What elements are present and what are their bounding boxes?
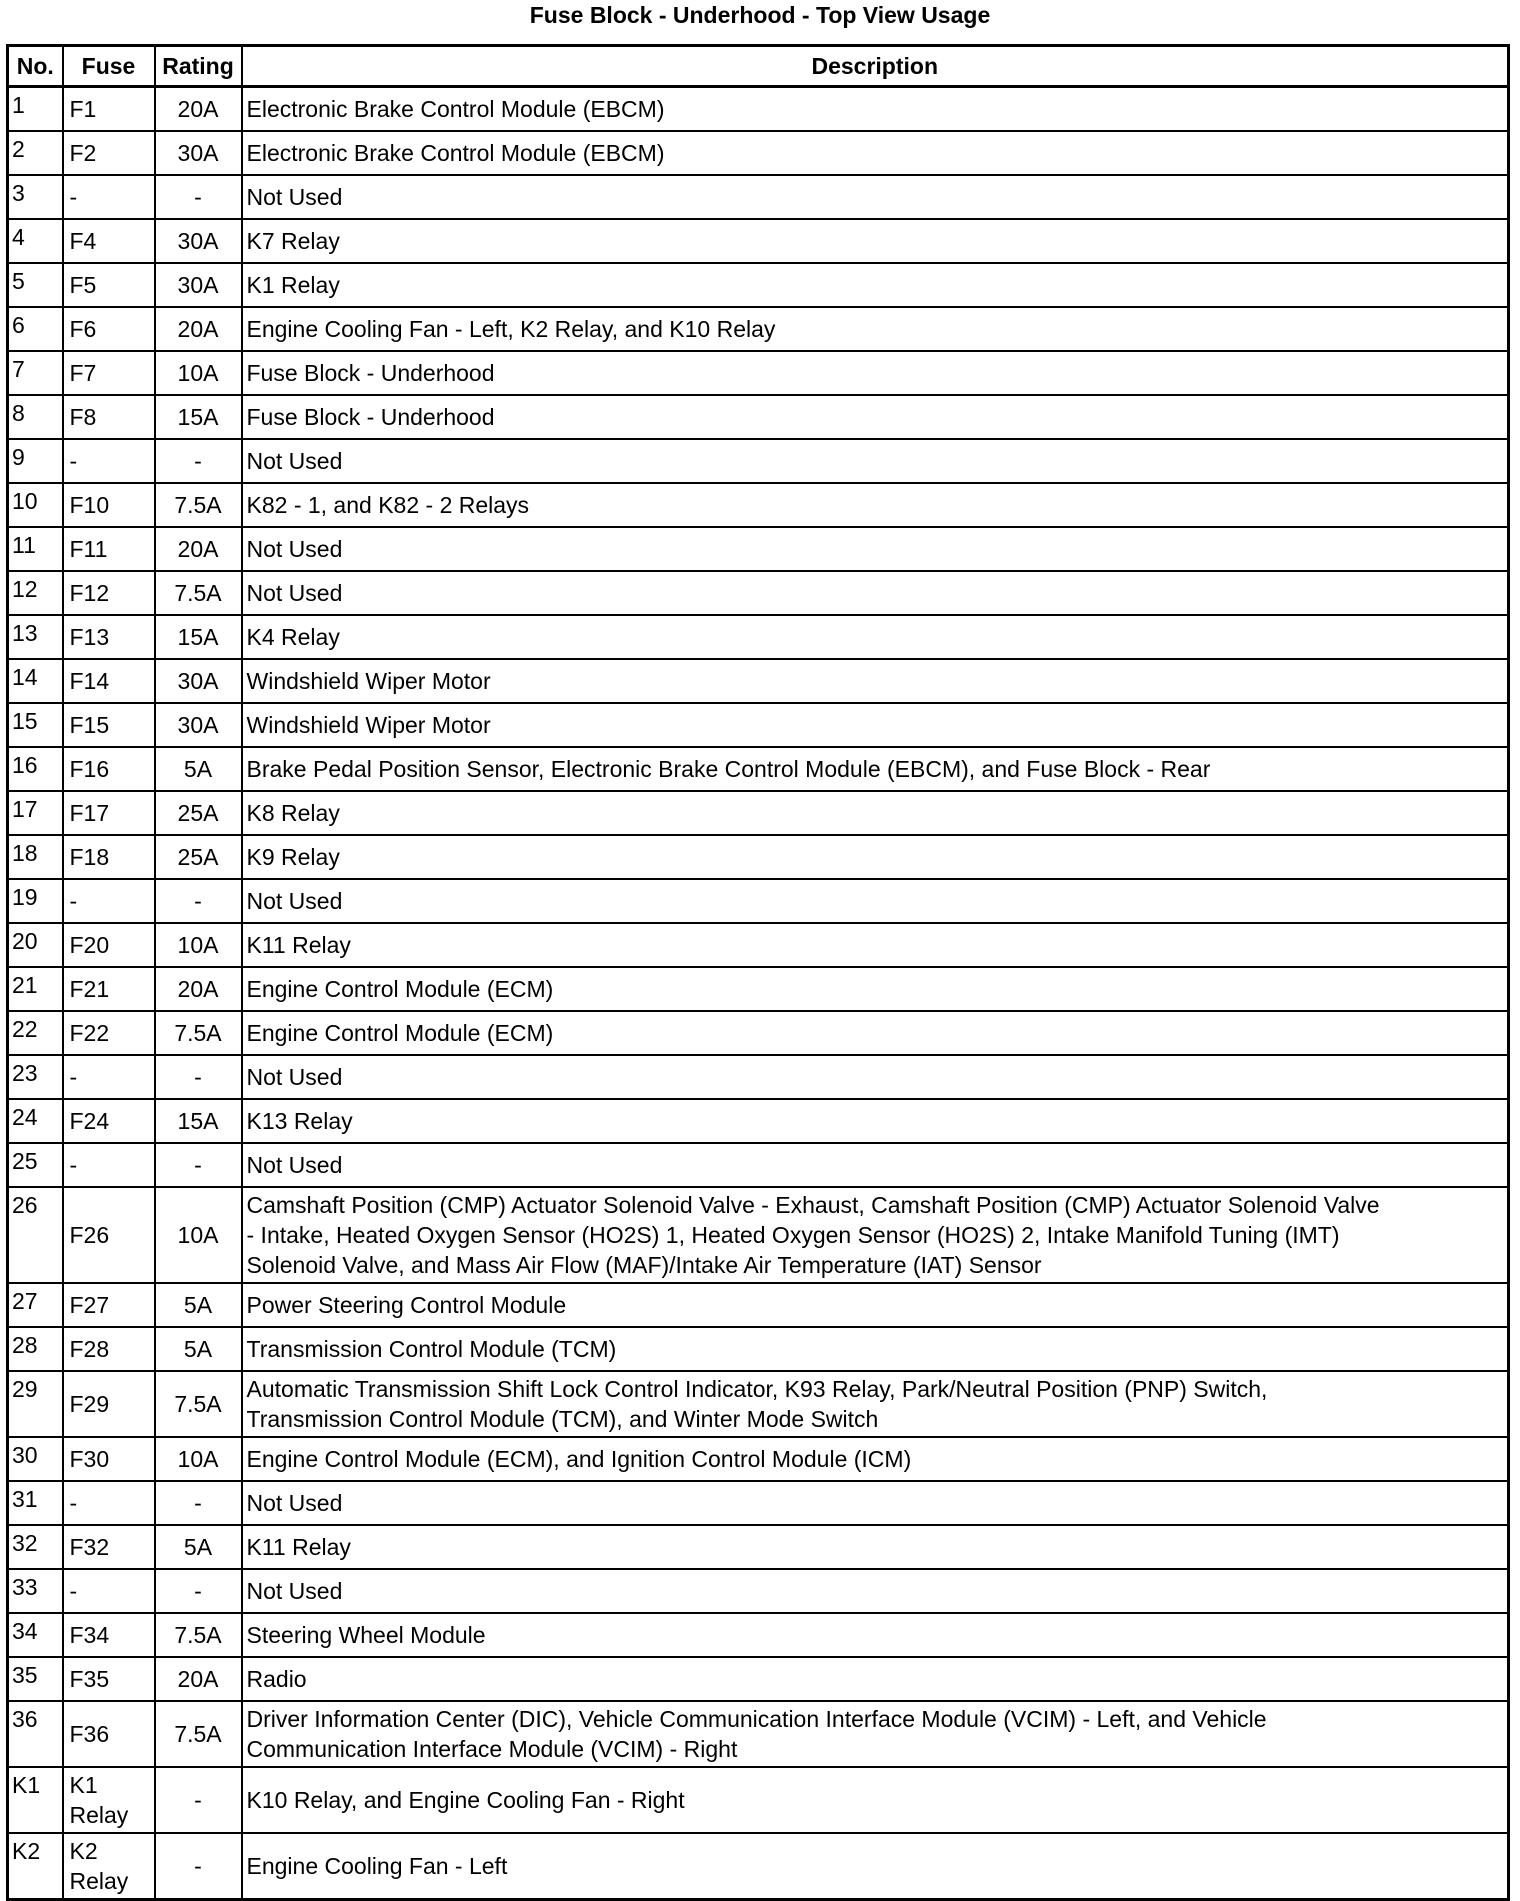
table-row (8, 923, 1509, 967)
cell-rating: 10A (155, 1437, 242, 1481)
cell-rating: 20A (155, 307, 242, 351)
table-row (8, 351, 1509, 395)
table-row (8, 1143, 1509, 1187)
cell-no: 18 (8, 835, 63, 879)
cell-description: Radio (242, 1657, 1509, 1701)
cell-rating: 20A (155, 87, 242, 132)
table-row (8, 1525, 1509, 1569)
cell-no: 36 (8, 1701, 63, 1767)
table-row (8, 1327, 1509, 1371)
cell-description: Windshield Wiper Motor (242, 659, 1509, 703)
table-row (8, 175, 1509, 219)
cell-no: 30 (8, 1437, 63, 1481)
cell-no: 22 (8, 1011, 63, 1055)
cell-fuse: F26 (63, 1187, 155, 1283)
cell-fuse: F36 (63, 1701, 155, 1767)
cell-description: K8 Relay (242, 791, 1509, 835)
cell-description: Electronic Brake Control Module (EBCM) (242, 87, 1509, 132)
table-row (8, 571, 1509, 615)
cell-description: Windshield Wiper Motor (242, 703, 1509, 747)
cell-rating: - (155, 1833, 242, 1900)
cell-no: 26 (8, 1187, 63, 1283)
table-row (8, 703, 1509, 747)
table-row (8, 219, 1509, 263)
cell-no: 5 (8, 263, 63, 307)
table-row (8, 835, 1509, 879)
cell-fuse: - (63, 439, 155, 483)
cell-description: Engine Cooling Fan - Left, K2 Relay, and K10 Relay (242, 307, 1509, 351)
table-row (8, 483, 1509, 527)
cell-no: 11 (8, 527, 63, 571)
table-row (8, 1657, 1509, 1701)
cell-description: Transmission Control Module (TCM) (242, 1327, 1509, 1371)
cell-no: 14 (8, 659, 63, 703)
cell-fuse: F14 (63, 659, 155, 703)
cell-fuse: F21 (63, 967, 155, 1011)
cell-fuse: F22 (63, 1011, 155, 1055)
table-row (8, 1283, 1509, 1327)
cell-rating: 25A (155, 835, 242, 879)
table-row (8, 1187, 1509, 1283)
header-row (8, 46, 1509, 87)
cell-no: 2 (8, 131, 63, 175)
cell-no: 31 (8, 1481, 63, 1525)
cell-fuse: F8 (63, 395, 155, 439)
cell-fuse: F13 (63, 615, 155, 659)
cell-no: 13 (8, 615, 63, 659)
cell-no: 4 (8, 219, 63, 263)
cell-rating: - (155, 1569, 242, 1613)
cell-description: Not Used (242, 1481, 1509, 1525)
cell-description: K11 Relay (242, 923, 1509, 967)
column-header-no: No. (8, 46, 63, 87)
column-header-fuse: Fuse (63, 46, 155, 87)
table-row (8, 791, 1509, 835)
cell-no: 25 (8, 1143, 63, 1187)
cell-no: 27 (8, 1283, 63, 1327)
cell-fuse: F11 (63, 527, 155, 571)
cell-rating: - (155, 1143, 242, 1187)
cell-fuse: F28 (63, 1327, 155, 1371)
cell-fuse: F4 (63, 219, 155, 263)
cell-no: 19 (8, 879, 63, 923)
cell-fuse: F1 (63, 87, 155, 132)
cell-rating: 10A (155, 923, 242, 967)
cell-fuse: - (63, 1143, 155, 1187)
cell-rating: 30A (155, 703, 242, 747)
cell-no: 33 (8, 1569, 63, 1613)
cell-fuse: F34 (63, 1613, 155, 1657)
cell-rating: - (155, 175, 242, 219)
cell-no: 34 (8, 1613, 63, 1657)
cell-rating: - (155, 1055, 242, 1099)
cell-no: 29 (8, 1371, 63, 1437)
cell-fuse: F10 (63, 483, 155, 527)
cell-rating: 30A (155, 659, 242, 703)
cell-rating: 20A (155, 527, 242, 571)
column-header-description: Description (242, 46, 1509, 87)
cell-fuse: F17 (63, 791, 155, 835)
cell-rating: 30A (155, 263, 242, 307)
column-header-rating: Rating (155, 46, 242, 87)
cell-description: Not Used (242, 879, 1509, 923)
cell-description: Camshaft Position (CMP) Actuator Solenoid Valve - Exhaust, Camshaft Position (CMP) Actuator Solenoid Valve - Intake, Heated Oxygen Sensor (HO2S) 1, Heated Oxygen Sensor (HO2S) 2, Intake Manifold Tuning (IMT) Solenoid Valve, and Mass Air Flow (MAF)/Intake Air Temperature (IAT) Sensor (242, 1187, 1509, 1283)
cell-description: Automatic Transmission Shift Lock Control Indicator, K93 Relay, Park/Neutral Position (PNP) Switch, Transmission Control Module (TCM), and Winter Mode Switch (242, 1371, 1509, 1437)
cell-no: 6 (8, 307, 63, 351)
table-row (8, 395, 1509, 439)
table-row (8, 1833, 1509, 1900)
cell-rating: 15A (155, 395, 242, 439)
cell-no: 35 (8, 1657, 63, 1701)
cell-fuse: F16 (63, 747, 155, 791)
table-row (8, 967, 1509, 1011)
cell-no: 20 (8, 923, 63, 967)
table-row (8, 439, 1509, 483)
cell-no: 23 (8, 1055, 63, 1099)
cell-rating: 20A (155, 1657, 242, 1701)
cell-description: K9 Relay (242, 835, 1509, 879)
cell-description: K4 Relay (242, 615, 1509, 659)
table-row (8, 307, 1509, 351)
cell-rating: 25A (155, 791, 242, 835)
cell-rating: 30A (155, 219, 242, 263)
cell-description: K11 Relay (242, 1525, 1509, 1569)
table-row (8, 659, 1509, 703)
table-row (8, 263, 1509, 307)
cell-rating: 10A (155, 351, 242, 395)
cell-fuse: F18 (63, 835, 155, 879)
cell-rating: 7.5A (155, 1701, 242, 1767)
cell-rating: 15A (155, 615, 242, 659)
cell-rating: 5A (155, 1327, 242, 1371)
table-row (8, 1437, 1509, 1481)
cell-rating: 7.5A (155, 1371, 242, 1437)
cell-fuse: - (63, 879, 155, 923)
cell-description: K7 Relay (242, 219, 1509, 263)
cell-no: 9 (8, 439, 63, 483)
cell-fuse: - (63, 175, 155, 219)
table-row (8, 87, 1509, 132)
cell-description: Engine Control Module (ECM), and Ignition Control Module (ICM) (242, 1437, 1509, 1481)
cell-fuse: F7 (63, 351, 155, 395)
cell-description: Not Used (242, 1143, 1509, 1187)
cell-no: 10 (8, 483, 63, 527)
table-title: Fuse Block - Underhood - Top View Usage (529, 2, 991, 28)
cell-no: 32 (8, 1525, 63, 1569)
cell-description: Not Used (242, 1055, 1509, 1099)
cell-fuse: K1 Relay (63, 1767, 155, 1833)
cell-rating: 7.5A (155, 1613, 242, 1657)
cell-description: K13 Relay (242, 1099, 1509, 1143)
cell-fuse: F2 (63, 131, 155, 175)
cell-rating: 5A (155, 1525, 242, 1569)
cell-description: Driver Information Center (DIC), Vehicle Communication Interface Module (VCIM) - Left, and Vehicle Communication Interface Module (VCIM) - Right (242, 1701, 1509, 1767)
cell-rating: 7.5A (155, 483, 242, 527)
cell-description: Not Used (242, 439, 1509, 483)
cell-rating: - (155, 439, 242, 483)
table-row (8, 1099, 1509, 1143)
cell-description: Fuse Block - Underhood (242, 351, 1509, 395)
cell-rating: - (155, 1481, 242, 1525)
cell-no: K2 (8, 1833, 63, 1900)
cell-description: Brake Pedal Position Sensor, Electronic Brake Control Module (EBCM), and Fuse Block - Rear (242, 747, 1509, 791)
cell-rating: 10A (155, 1187, 242, 1283)
cell-no: 16 (8, 747, 63, 791)
cell-description: Electronic Brake Control Module (EBCM) (242, 131, 1509, 175)
table-row (8, 131, 1509, 175)
table-row (8, 615, 1509, 659)
cell-fuse: F35 (63, 1657, 155, 1701)
cell-no: 8 (8, 395, 63, 439)
cell-fuse: F30 (63, 1437, 155, 1481)
cell-description: Engine Control Module (ECM) (242, 1011, 1509, 1055)
cell-fuse: F5 (63, 263, 155, 307)
cell-no: K1 (8, 1767, 63, 1833)
cell-no: 12 (8, 571, 63, 615)
cell-no: 21 (8, 967, 63, 1011)
table-row (8, 1569, 1509, 1613)
cell-fuse: F29 (63, 1371, 155, 1437)
cell-rating: 5A (155, 1283, 242, 1327)
cell-fuse: F6 (63, 307, 155, 351)
cell-description: Engine Control Module (ECM) (242, 967, 1509, 1011)
fuse-usage-table (6, 44, 1510, 1901)
table-row (8, 1767, 1509, 1833)
table-row (8, 1371, 1509, 1437)
cell-description: K1 Relay (242, 263, 1509, 307)
cell-no: 28 (8, 1327, 63, 1371)
table-row (8, 747, 1509, 791)
cell-fuse: F32 (63, 1525, 155, 1569)
cell-description: Steering Wheel Module (242, 1613, 1509, 1657)
cell-fuse: F20 (63, 923, 155, 967)
cell-no: 1 (8, 87, 63, 132)
table-row (8, 1055, 1509, 1099)
cell-no: 3 (8, 175, 63, 219)
cell-fuse: - (63, 1055, 155, 1099)
cell-description: Fuse Block - Underhood (242, 395, 1509, 439)
cell-fuse: F12 (63, 571, 155, 615)
cell-fuse: K2 Relay (63, 1833, 155, 1900)
table-row (8, 527, 1509, 571)
cell-fuse: F15 (63, 703, 155, 747)
cell-description: K10 Relay, and Engine Cooling Fan - Right (242, 1767, 1509, 1833)
table-row (8, 1701, 1509, 1767)
cell-fuse: F27 (63, 1283, 155, 1327)
cell-no: 24 (8, 1099, 63, 1143)
cell-description: Not Used (242, 571, 1509, 615)
cell-description: K82 - 1, and K82 - 2 Relays (242, 483, 1509, 527)
cell-rating: 7.5A (155, 571, 242, 615)
table-row (8, 879, 1509, 923)
cell-description: Not Used (242, 527, 1509, 571)
cell-rating: 15A (155, 1099, 242, 1143)
cell-rating: 30A (155, 131, 242, 175)
table-row (8, 1011, 1509, 1055)
cell-description: Not Used (242, 1569, 1509, 1613)
cell-rating: 7.5A (155, 1011, 242, 1055)
cell-rating: - (155, 879, 242, 923)
cell-rating: - (155, 1767, 242, 1833)
cell-description: Engine Cooling Fan - Left (242, 1833, 1509, 1900)
cell-no: 15 (8, 703, 63, 747)
cell-no: 7 (8, 351, 63, 395)
cell-fuse: - (63, 1481, 155, 1525)
cell-rating: 20A (155, 967, 242, 1011)
table-row (8, 1613, 1509, 1657)
cell-rating: 5A (155, 747, 242, 791)
cell-fuse: F24 (63, 1099, 155, 1143)
cell-description: Power Steering Control Module (242, 1283, 1509, 1327)
cell-no: 17 (8, 791, 63, 835)
table-row (8, 1481, 1509, 1525)
cell-fuse: - (63, 1569, 155, 1613)
cell-description: Not Used (242, 175, 1509, 219)
table-body (8, 87, 1509, 1900)
